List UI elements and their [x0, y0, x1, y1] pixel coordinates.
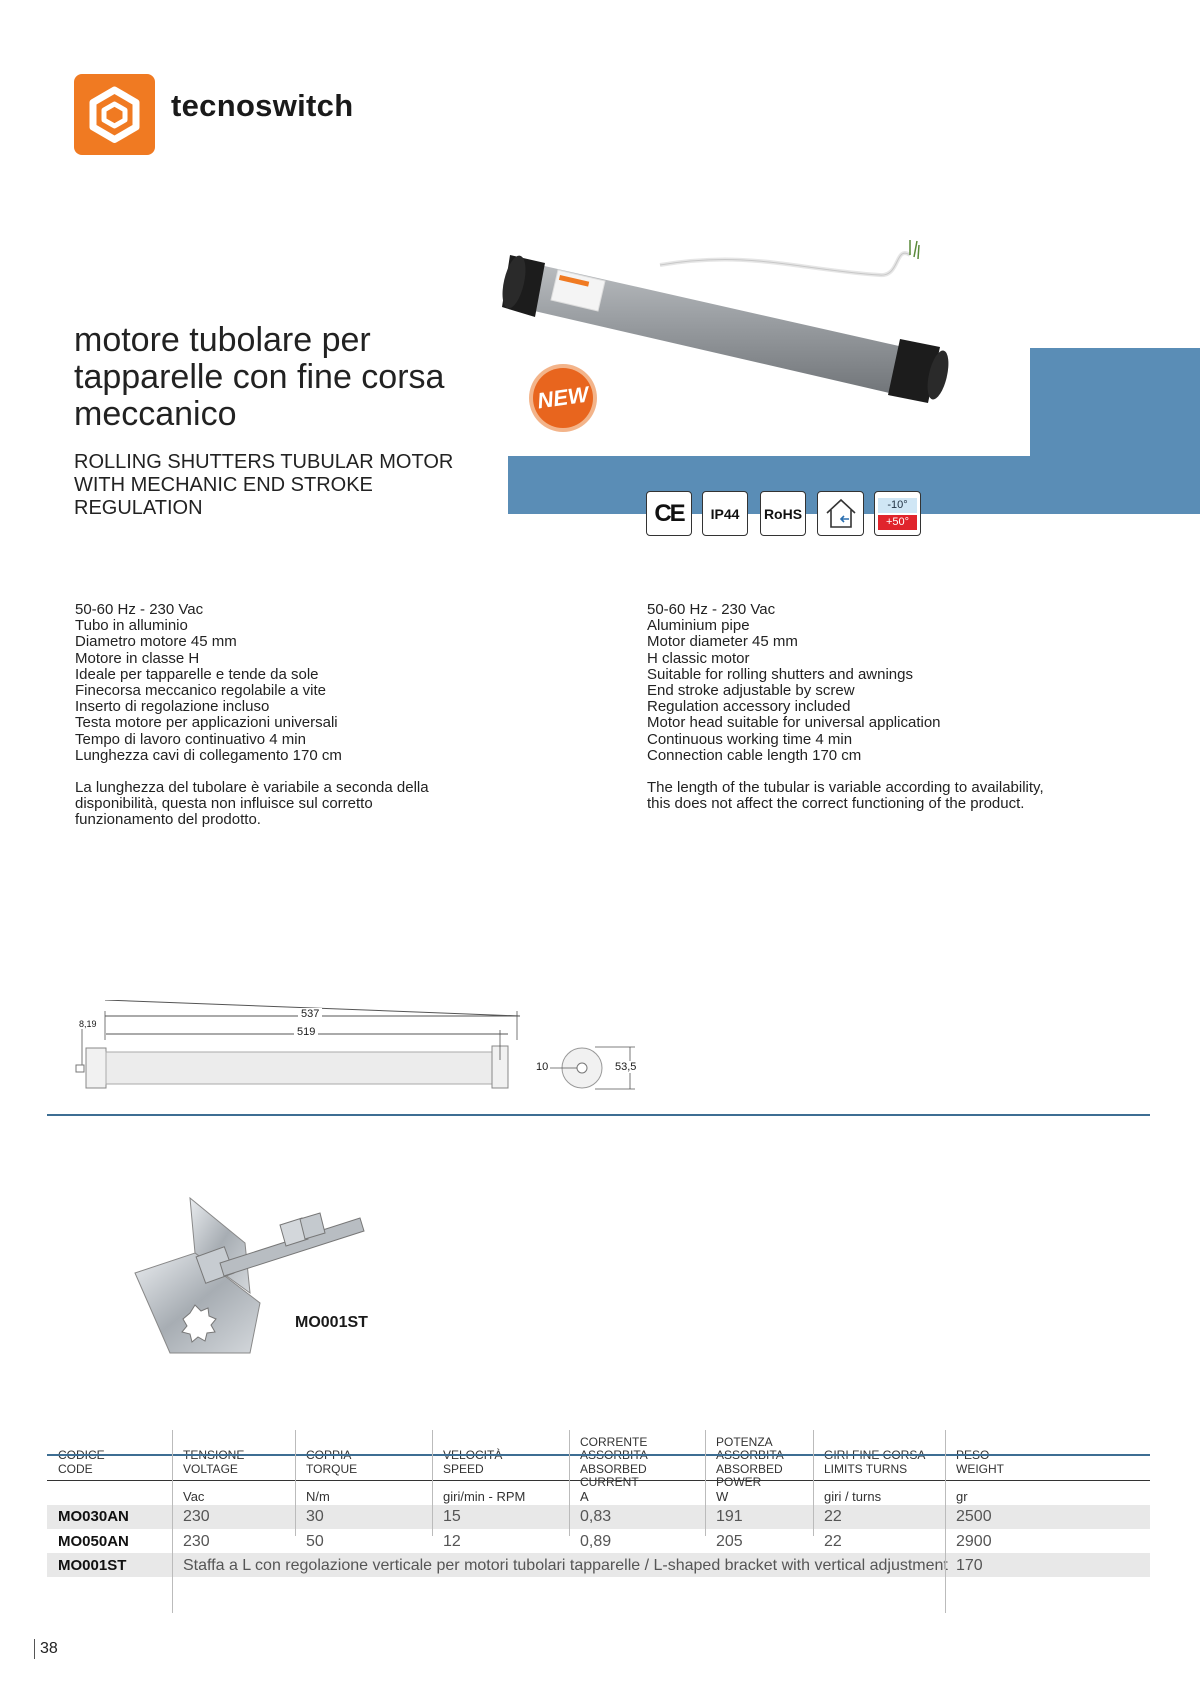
spec-line: Continuous working time 4 min — [647, 730, 853, 748]
new-badge — [528, 363, 598, 433]
table-row — [47, 1505, 1150, 1529]
table-column-rule — [172, 1430, 173, 1613]
ce-mark-badge: CE — [646, 491, 692, 536]
col-header: VELOCITÀ — [443, 1448, 503, 1462]
col-header: WEIGHT — [956, 1462, 1004, 1476]
spec-line: Finecorsa meccanico regolabile a vite — [75, 682, 326, 700]
spec-line: Tubo in alluminio — [75, 617, 188, 635]
mounting-bracket-image — [130, 1193, 370, 1358]
row-current: 0,83 — [580, 1508, 612, 1525]
spec-line: 50-60 Hz - 230 Vac — [647, 601, 776, 618]
row-power: 205 — [716, 1533, 743, 1550]
row-code: MO050AN — [58, 1533, 129, 1550]
spec-note: The length of the tubular is variable according to availability, this does not affect the correct functioning of the product. — [647, 779, 1044, 813]
spec-note: La lunghezza del tubolare è variabile a seconda della disponibilità, questa non influisce sul corretto funzionamento del prodotto. — [75, 779, 429, 829]
table-column-rule — [432, 1430, 433, 1536]
spec-line: End stroke adjustable by screw — [647, 682, 855, 700]
unit-cell: Vac — [183, 1489, 205, 1504]
indoor-use-icon — [823, 497, 859, 531]
row-code: MO001ST — [58, 1557, 127, 1574]
rohs-badge: RoHS — [760, 491, 806, 536]
product-table — [47, 1430, 1150, 1577]
spec-line: Motor head suitable for universal application — [647, 714, 941, 732]
col-header: COPPIA — [306, 1448, 352, 1462]
accessory-code-label: MO001ST — [295, 1314, 368, 1331]
spec-line: Lunghezza cavi di collegamento 170 cm — [75, 746, 342, 764]
spec-line: Ideale per tapparelle e tende da sole — [75, 665, 319, 683]
row-description: Staffa a L con regolazione verticale per motori tubolari tapparelle / L-shaped bracket with vertical adjustment — [183, 1557, 948, 1574]
col-header: CORRENTE ASSORBITA — [580, 1435, 648, 1462]
table-header-italian — [47, 1430, 1150, 1462]
table-column-rule — [813, 1430, 814, 1536]
spec-line: Testa motore per applicazioni universali — [75, 714, 338, 732]
spec-line: Diametro motore 45 mm — [75, 633, 237, 651]
col-header: TORQUE — [306, 1462, 358, 1476]
unit-cell: giri / turns — [824, 1489, 882, 1504]
brand-cube-icon — [74, 74, 155, 155]
col-header: ABSORBED CURRENT — [580, 1462, 647, 1489]
col-header: LIMITS TURNS — [824, 1462, 908, 1476]
col-header: POTENZA ASSORBITA — [716, 1435, 784, 1462]
brand-logo — [74, 74, 155, 155]
col-header: GIRI FINE CORSA — [824, 1448, 926, 1462]
col-header: VOLTAGE — [183, 1462, 238, 1476]
unit-cell: gr — [956, 1489, 968, 1504]
unit-cell: W — [716, 1489, 729, 1504]
specs-italian — [75, 602, 555, 829]
col-header: PESO — [956, 1448, 990, 1462]
specs-english — [647, 602, 1087, 812]
temp-max-label: +50° — [878, 515, 917, 530]
dim-shaft-label: 10 — [536, 1061, 549, 1073]
indoor-use-badge — [817, 491, 864, 536]
row-torque: 30 — [306, 1508, 324, 1525]
spec-line: Connection cable length 170 cm — [647, 746, 862, 764]
col-header: CODICE — [58, 1448, 105, 1462]
table-row — [47, 1529, 1150, 1553]
row-speed: 15 — [443, 1508, 461, 1525]
page-number: 38 — [34, 1639, 58, 1659]
dim-side-label: 8,19 — [79, 1019, 97, 1029]
row-torque: 50 — [306, 1533, 324, 1550]
col-header: CODE — [58, 1462, 93, 1476]
brand-name: tecnoswitch — [171, 88, 354, 123]
table-column-rule — [945, 1430, 946, 1613]
row-weight: 2500 — [956, 1508, 992, 1525]
temperature-range-badge — [874, 491, 921, 536]
product-title-english: ROLLING SHUTTERS TUBULAR MOTOR WITH MECHANIC END STROKE REGULATION — [74, 451, 454, 519]
row-current: 0,89 — [580, 1533, 612, 1550]
new-badge-label: NEW — [535, 381, 591, 414]
spec-line: Tempo di lavoro continuativo 4 min — [75, 730, 306, 748]
unit-cell: N/m — [306, 1489, 330, 1504]
dimension-drawing-lines — [70, 1000, 650, 1100]
spec-line: Suitable for rolling shutters and awnings — [647, 665, 913, 683]
row-weight: 170 — [956, 1557, 983, 1574]
row-turns: 22 — [824, 1533, 842, 1550]
ip44-badge: IP44 — [702, 491, 748, 536]
spec-line: Aluminium pipe — [647, 617, 750, 635]
table-column-rule — [705, 1430, 706, 1536]
dimension-drawing — [70, 1000, 650, 1100]
col-header: SPEED — [443, 1462, 484, 1476]
dim-total-label: 537 — [298, 1008, 322, 1020]
spec-line: Regulation accessory included — [647, 698, 851, 716]
product-title-italian: motore tubolare per tapparelle con fine corsa meccanico — [74, 321, 445, 433]
table-header-english — [47, 1454, 1150, 1489]
spec-line: 50-60 Hz - 230 Vac — [75, 601, 204, 618]
row-voltage: 230 — [183, 1508, 210, 1525]
temp-min-label: -10° — [878, 498, 917, 513]
spec-line: Motor diameter 45 mm — [647, 633, 798, 651]
unit-cell: giri/min - RPM — [443, 1489, 526, 1504]
row-voltage: 230 — [183, 1533, 210, 1550]
row-turns: 22 — [824, 1508, 842, 1525]
table-units-row — [47, 1480, 1150, 1505]
row-speed: 12 — [443, 1533, 461, 1550]
table-column-rule — [569, 1430, 570, 1536]
row-weight: 2900 — [956, 1533, 992, 1550]
unit-cell: A — [580, 1489, 589, 1504]
table-column-rule — [295, 1430, 296, 1536]
row-power: 191 — [716, 1508, 743, 1525]
row-code: MO030AN — [58, 1508, 129, 1525]
spec-line: Motore in classe H — [75, 649, 200, 667]
spec-line: H classic motor — [647, 649, 750, 667]
dim-head-label: 53,5 — [615, 1061, 637, 1073]
section-divider — [47, 1114, 1150, 1116]
col-header: ABSORBED POWER — [716, 1462, 783, 1489]
spec-line: Inserto di regolazione incluso — [75, 698, 270, 716]
table-row — [47, 1553, 1150, 1577]
col-header: TENSIONE — [183, 1448, 245, 1462]
dim-tube-label: 519 — [294, 1026, 318, 1038]
